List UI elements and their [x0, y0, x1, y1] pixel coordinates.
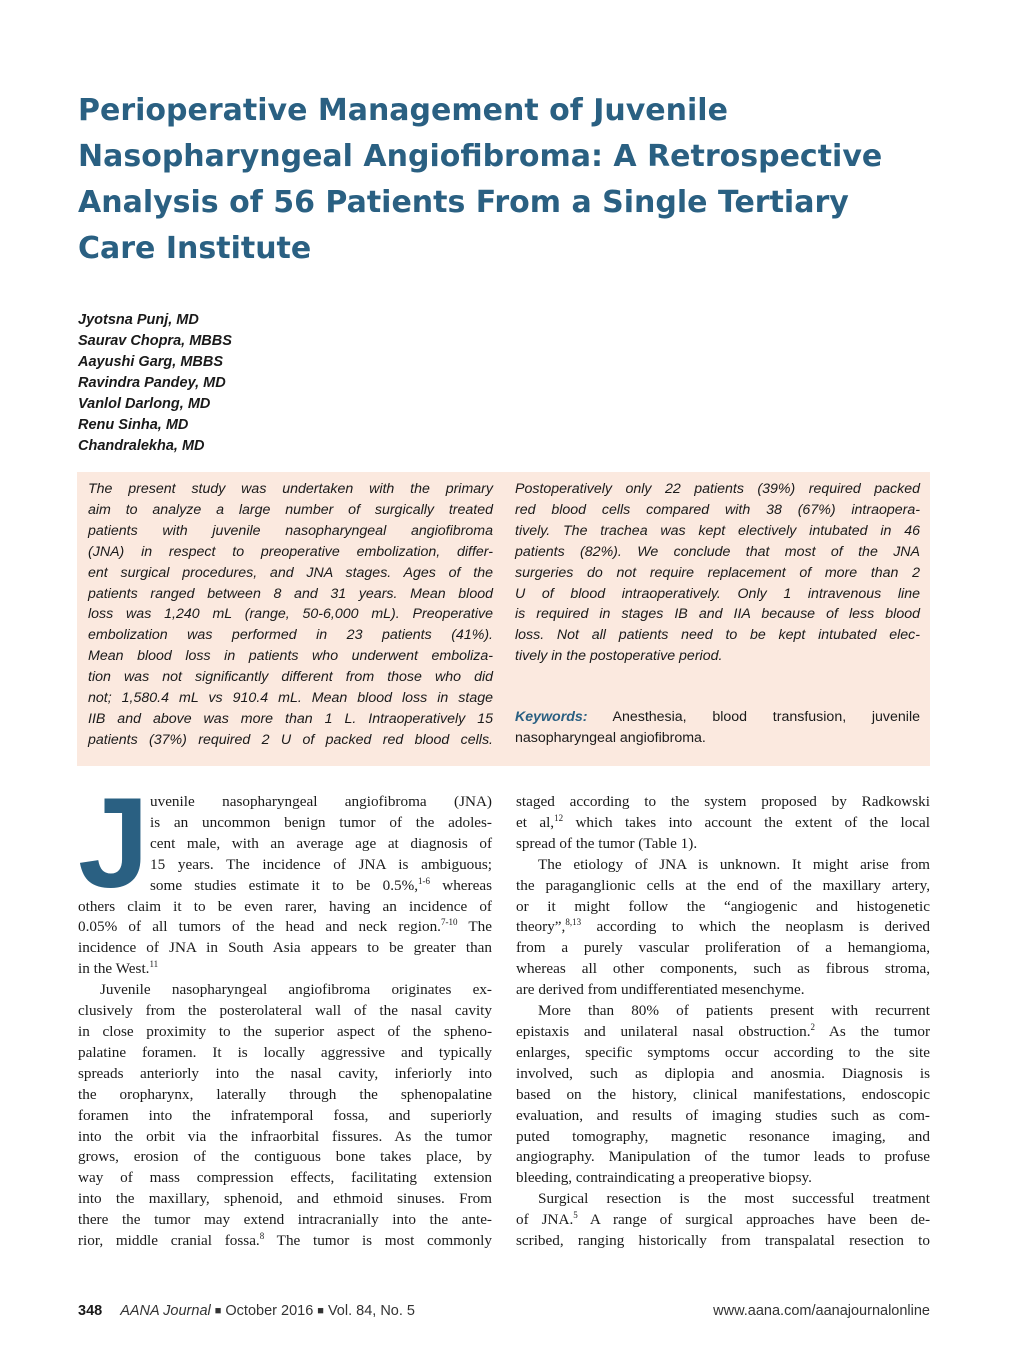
body-line: cent male, with an average age at diagnosis of [150, 834, 492, 852]
body-line [78, 1231, 492, 1252]
author-name: Ravindra Pandey, MD [78, 375, 226, 391]
abstract-line: tively. The trachea was kept electively intubated in 46 [515, 522, 920, 539]
keywords-line: nasopharyngeal angiofibroma. [515, 729, 706, 746]
abstract-line: The present study was undertaken with the primary [88, 481, 493, 497]
volume-number: Vol. 84, No. 5 [327, 1303, 415, 1319]
drop-cap: J [78, 772, 150, 915]
body-text: 0.05% of all tumors of the head and neck region. [78, 918, 441, 936]
body-line: or it might follow the “angiogenic and histogenetic [516, 897, 930, 915]
body-line: way of mass compression effects, facilitating extension [78, 1169, 492, 1187]
abstract-line: (JNA) in respect to preoperative embolization, differ- [88, 543, 493, 560]
abstract-line: red blood cells compared with 38 (67%) intraopera- [515, 501, 920, 518]
abstract-line: patients (82%). We conclude that most of the JNA [515, 543, 920, 560]
title-line: Perioperative Management of Juvenile [78, 93, 728, 128]
abstract-right-column [515, 479, 920, 667]
keywords-text: Anesthesia, blood transfusion, juvenile [587, 709, 920, 725]
keywords-line [515, 707, 920, 728]
body-text: which takes into account the extent of the local [563, 813, 930, 831]
abstract-line: not; 1,580.4 mL vs 910.4 mL. Mean blood loss in stage [88, 690, 493, 707]
abstract-line: is required in stages IB and IIA because of less blood [515, 606, 920, 623]
body-text: of JNA. [516, 1211, 574, 1229]
citation: 7-10 [440, 917, 458, 928]
article-title [78, 88, 958, 272]
journal-name: AANA Journal [120, 1303, 211, 1319]
author-name: Saurav Chopra, MBBS [78, 333, 232, 349]
body-line [516, 917, 930, 938]
abstract-line: patients ranged between 8 and 31 years. Mean blood [88, 585, 493, 602]
body-line: the oropharynx, laterally through the sphenopalatine [78, 1085, 492, 1103]
body-text: some studies estimate it to be 0.5%, [150, 876, 419, 894]
keywords [515, 707, 920, 749]
body-line: angiography. Manipulation of the tumor leads to profuse [516, 1148, 930, 1166]
author-list [78, 310, 478, 457]
citation: 12 [554, 812, 564, 823]
author-name: Chandralekha, MD [78, 438, 205, 454]
abstract-left-column [88, 479, 493, 751]
abstract-line: tion was not significantly different from those who did [88, 669, 493, 686]
body-line: clusively from the posterolateral wall of the nasal cavity [78, 1002, 492, 1020]
body-line [516, 1210, 930, 1231]
separator-square: ■ [214, 1305, 222, 1317]
abstract-line: Mean blood loss in patients who underwent emboliza- [88, 648, 493, 665]
body-line: uvenile nasopharyngeal angiofibroma (JNA) [150, 793, 492, 810]
citation: 8 [259, 1231, 265, 1242]
abstract-box [77, 472, 930, 766]
body-line [516, 813, 930, 834]
body-text: rior, middle cranial fossa. [78, 1232, 260, 1250]
page-footer [78, 1303, 930, 1325]
body-line: 15 years. The incidence of JNA is ambiguous; [150, 855, 492, 873]
body-right-column [516, 792, 930, 1252]
title-line: Nasopharyngeal Angiofibroma: A Retrospective [78, 139, 883, 174]
abstract-line: patients with juvenile nasopharyngeal angiofibroma [88, 522, 493, 539]
body-text: epistaxis and unilateral nasal obstruction. [516, 1022, 811, 1040]
body-line: are derived from undifferentiated mesenchyme. [516, 981, 805, 999]
body-line: into the orbit via the infraorbital fissures. As the tumor [78, 1127, 492, 1145]
citation: 2 [810, 1021, 816, 1032]
separator-square: ■ [317, 1305, 324, 1317]
body-text: The [457, 918, 492, 936]
body-line: enlarges, specific symptoms occur according to the site [516, 1043, 930, 1061]
author-name: Jyotsna Punj, MD [78, 312, 199, 328]
body-line: foramen into the infratemporal fossa, and superiorly [78, 1106, 492, 1124]
abstract-line: patients (37%) required 2 U of packed red blood cells. [88, 731, 493, 748]
body-line: spreads anteriorly into the nasal cavity, inferiorly into [78, 1064, 492, 1082]
body-line: from a purely vascular proliferation of a hemangioma, [516, 939, 930, 957]
body-line: staged according to the system proposed by Radkowski [516, 793, 930, 810]
abstract-line: loss. Not all patients need to be kept intubated elec- [515, 627, 920, 644]
body-line: into the maxillary, sphenoid, and ethmoid sinuses. From [78, 1190, 492, 1208]
body-line: incidence of JNA in South Asia appears to be greater than [78, 939, 492, 957]
author-name: Aayushi Garg, MBBS [78, 354, 224, 370]
body-line: the paraganglionic cells at the end of the maxillary artery, [516, 876, 930, 894]
abstract-line: tively in the postoperative period. [515, 648, 723, 665]
body-line: others claim it to be even rarer, having an incidence of [78, 897, 492, 915]
body-line: spread of the tumor (Table 1). [516, 834, 698, 852]
body-line: involved, such as diplopia and anosmia. Diagnosis is [516, 1064, 930, 1082]
keywords-label: Keywords: [515, 709, 588, 725]
citation: 11 [149, 959, 159, 970]
page-number: 348 [78, 1303, 103, 1319]
body-line: evaluation, and results of imaging studies such as com- [516, 1106, 930, 1124]
abstract-line: surgeries do not require replacement of more than 2 [515, 564, 920, 581]
body-text: The tumor is most commonly [264, 1232, 492, 1250]
title-line: Analysis of 56 Patients From a Single Tertiary [78, 185, 849, 220]
body-line: whereas all other components, such as fibrous stroma, [516, 960, 930, 978]
body-text: As the tumor [815, 1022, 931, 1040]
body-line [78, 917, 492, 938]
body-line: puted tomography, magnetic resonance imaging, and [516, 1127, 930, 1145]
body-line: there the tumor may extend intracranially into the ante- [78, 1211, 492, 1229]
abstract-line: aim to analyze a large number of surgically treated [88, 501, 493, 518]
body-line: based on the history, clinical manifestations, endoscopic [516, 1085, 930, 1103]
body-text: whereas [430, 876, 492, 894]
body-line: Juvenile nasopharyngeal angiofibroma originates ex- [100, 981, 492, 999]
body-text: A range of surgical approaches have been de- [577, 1211, 930, 1229]
abstract-line: embolization was performed in 23 patients (41%). [88, 627, 493, 644]
body-line: in close proximity to the superior aspect of the spheno- [78, 1022, 492, 1040]
author-name: Vanlol Darlong, MD [78, 396, 211, 412]
body-left-column [78, 772, 492, 1252]
body-line [78, 959, 492, 980]
body-text: according to which the neoplasm is derived [581, 918, 930, 936]
issue-date: October 2016 [225, 1303, 314, 1319]
body-line [78, 876, 492, 897]
body-line: Surgical resection is the most successful treatment [538, 1190, 930, 1208]
body-line: bleeding, contraindicating a preoperative biopsy. [516, 1169, 812, 1187]
body-line: is an uncommon benign tumor of the adoles- [150, 813, 492, 831]
citation: 8,13 [565, 917, 582, 928]
body-text: in the West. [78, 960, 150, 978]
abstract-line: loss was 1,240 mL (range, 50-6,000 mL). Preoperative [88, 606, 493, 623]
body-text: et al, [516, 813, 555, 831]
body-line: palatine foramen. It is locally aggressive and typically [78, 1043, 492, 1061]
title-line: Care Institute [78, 231, 312, 266]
abstract-line: ent surgical procedures, and JNA stages. Ages of the [88, 564, 493, 581]
body-line: grows, erosion of the contiguous bone takes place, by [78, 1148, 492, 1166]
body-line [516, 1022, 930, 1043]
journal-url-link[interactable]: www.aana.com/aanajournalonline [713, 1303, 930, 1319]
abstract-line: U of blood intraoperatively. Only 1 intravenous line [515, 585, 920, 602]
author-name: Renu Sinha, MD [78, 417, 189, 433]
abstract-line: Postoperatively only 22 patients (39%) required packed [515, 481, 920, 497]
body-line: More than 80% of patients present with recurrent [538, 1002, 930, 1020]
body-text: theory”, [516, 918, 566, 936]
abstract-line: IIB and above was more than 1 L. Intraoperatively 15 [88, 710, 493, 727]
citation: 1-6 [418, 875, 431, 886]
body-line: The etiology of JNA is unknown. It might arise from [538, 855, 930, 873]
body-line: scribed, ranging historically from transpalatal resection to [516, 1232, 930, 1250]
citation: 5 [573, 1210, 578, 1221]
